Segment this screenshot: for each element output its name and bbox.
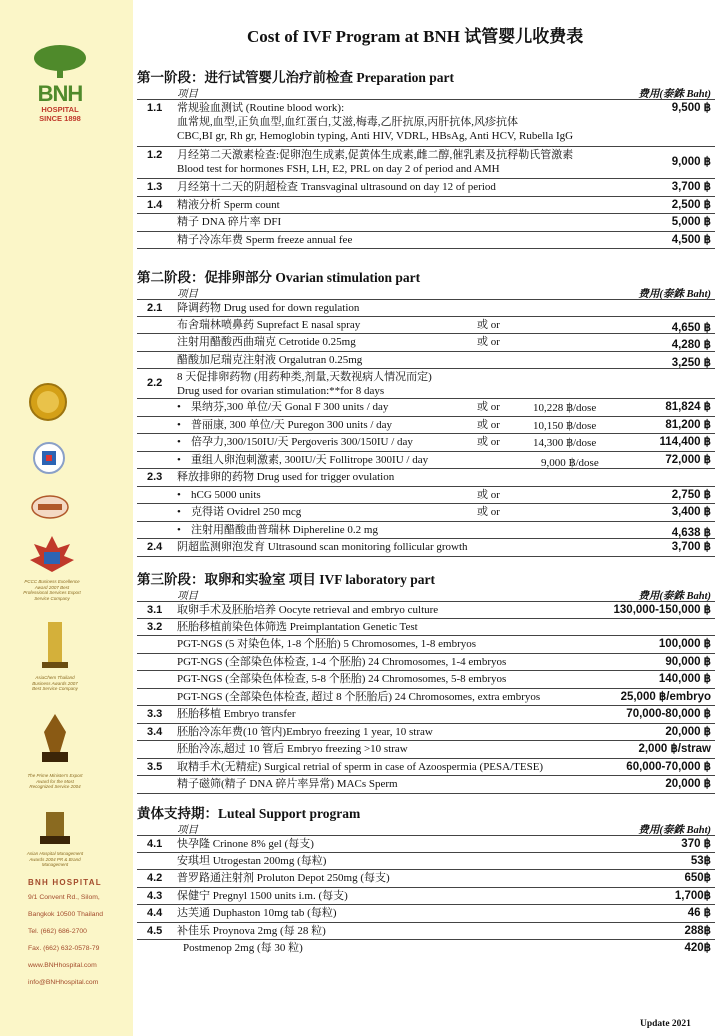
award-asiachem: [30, 620, 80, 702]
row-number: 1.1: [147, 102, 163, 114]
column-item: 项目: [177, 289, 198, 300]
section-ivf-laboratory: [137, 572, 715, 794]
table-row: [137, 601, 715, 619]
table-row: [137, 434, 715, 452]
row-number: 4.3: [147, 889, 163, 902]
row-price: 1,700฿: [674, 889, 711, 902]
trusted-mark-icon: [30, 494, 70, 520]
row-or: 或 or: [477, 436, 500, 448]
contact-block: [28, 877, 128, 994]
column-item: 项目: [177, 591, 198, 602]
row-or: 或 or: [477, 401, 500, 413]
tree-icon: [30, 44, 90, 78]
row-price: 81,200 ฿: [665, 418, 711, 431]
row-description-line: 常规验血测试 (Routine blood work):: [177, 102, 345, 114]
row-number: 3.3: [147, 708, 163, 720]
logo-line1: HOSPITAL: [41, 105, 79, 114]
row-description: 月经第十二天的阴超检查 Transvaginal ultrasound on day 12 of period: [177, 181, 496, 193]
seal-icon: [28, 382, 68, 422]
row-price: 2,750 ฿: [671, 488, 711, 501]
row-dose-price: 10,228 ฿/dose: [533, 402, 597, 414]
row-dose-price: 10,150 ฿/dose: [533, 419, 597, 432]
row-description: 精子 DNA 碎片率 DFI: [177, 216, 282, 228]
table-row: [137, 888, 715, 906]
row-description: 释放排卵的药物 Drug used for trigger ovulation: [177, 471, 395, 483]
table-row: [137, 671, 715, 689]
row-description: PGT-NGS (全部染色体检查, 1-4 个胚胎) 24 Chromosomes, 1-4 embryos: [177, 655, 507, 668]
table-row: [137, 724, 715, 742]
table-row: [137, 179, 715, 197]
table-row: [137, 759, 715, 777]
section-ovarian-stimulation: [137, 270, 715, 557]
row-description: 注射用醋酸曲普瑞林 Diphereline 0.2 mg: [191, 523, 378, 536]
row-description: [177, 148, 573, 176]
certification-icon: [32, 440, 66, 476]
column-header: [137, 286, 715, 299]
row-price: 100,000 ฿: [658, 638, 711, 650]
section-preparation: [137, 70, 715, 249]
table-row: [137, 352, 715, 370]
contact-fax: Fax. (662) 632-0578-79: [28, 945, 100, 952]
row-price: 72,000 ฿: [665, 453, 711, 466]
row-number: 3.4: [147, 725, 163, 738]
row-or: 或 or: [477, 336, 500, 348]
table-row: [137, 776, 715, 794]
contact-email[interactable]: info@BNHhospital.com: [28, 979, 99, 986]
row-description: PGT-NGS (全部染色体检查, 超过 8 个胚胎后) 24 Chromosomes, extra embryos: [177, 690, 541, 703]
bullet-icon: •: [177, 506, 181, 518]
bullet-icon: •: [177, 523, 181, 536]
column-fee: 费用(泰銖 Baht): [638, 89, 711, 100]
row-description: 降调药物 Drug used for down regulation: [177, 302, 360, 314]
table-row: [137, 940, 715, 958]
row-price: 650฿: [684, 872, 711, 884]
row-description: 普罗路通注射剂 Proluton Depot 250mg (每支): [177, 872, 390, 884]
row-price: 4,638 ฿: [671, 526, 711, 539]
row-or: 或 or: [477, 488, 500, 501]
row-description: 醋酸加尼瑞克注射液 Orgalutran 0.25mg: [177, 353, 363, 366]
row-description: 精子磁筛(精子 DNA 碎片率异常) MACs Sperm: [177, 778, 398, 790]
row-price: 4,650 ฿: [671, 321, 711, 334]
row-price: 2,500 ฿: [671, 198, 711, 211]
row-or: 或 or: [477, 506, 500, 518]
row-description: Postmenop 2mg (每 30 粒): [183, 942, 303, 954]
column-header: [137, 588, 715, 601]
row-description: 补佳乐 Proynova 2mg (每 28 粒): [177, 924, 326, 937]
row-price: 130,000-150,000 ฿: [613, 604, 711, 616]
table-row: [137, 923, 715, 941]
row-number: 1.3: [147, 181, 163, 193]
row-description-line: Blood test for hormones FSH, LH, E2, PRL on day 2 of period and AMH: [177, 163, 500, 175]
row-number: 3.1: [147, 604, 163, 616]
row-price: 9,500 ฿: [671, 102, 711, 114]
row-description: 保健宁 Pregnyl 1500 units i.m. (每支): [177, 889, 348, 902]
row-description: 注射用醋酸西曲瑞克 Cetrotide 0.25mg: [177, 336, 356, 348]
table-row: [137, 741, 715, 759]
row-price: 288฿: [684, 924, 711, 937]
award-caption: The Prime Minister's Export Award for the Most Recognized Service 2004: [27, 773, 83, 789]
table-row: [137, 654, 715, 672]
bullet-icon: •: [177, 418, 181, 431]
contact-web[interactable]: www.BNHhospital.com: [28, 962, 97, 969]
table-row: [137, 469, 715, 487]
award-caption: Asian Hospital Management Awards 2004 PR & Brand Management: [26, 851, 84, 867]
row-description: 重组人卵泡刺激素, 300IU/天 Follitrope 300IU / day: [191, 453, 429, 466]
table-row: [137, 197, 715, 215]
row-price: 3,250 ฿: [671, 356, 711, 369]
table-row: [137, 504, 715, 522]
column-fee: 费用(泰銖 Baht): [638, 289, 711, 300]
bullet-icon: •: [177, 488, 181, 501]
row-description: 布舍瑞林喷鼻药 Suprefact E nasal spray: [177, 318, 361, 331]
award-gold-seal: [28, 382, 68, 422]
contact-tel: Tel. (662) 686-2700: [28, 928, 87, 935]
section-luteal-support: [137, 806, 715, 958]
column-item: 项目: [177, 825, 198, 836]
table-row: [137, 835, 715, 853]
row-description: 胚胎移植 Embryo transfer: [177, 708, 296, 720]
table-row: [137, 905, 715, 923]
table-row: [137, 232, 715, 250]
column-header: [137, 822, 715, 835]
column-fee: 费用(泰銖 Baht): [638, 591, 711, 602]
row-number: 4.4: [147, 907, 163, 919]
logo-name: BNH: [37, 81, 83, 106]
table-row: [137, 487, 715, 505]
row-number: 2.4: [147, 541, 163, 553]
row-number: 3.2: [147, 620, 163, 633]
table-row: [137, 399, 715, 417]
table-row: [137, 147, 715, 179]
row-number: 3.5: [147, 760, 163, 773]
table-row: [137, 317, 715, 335]
table-row: [137, 214, 715, 232]
row-number: 1.2: [147, 149, 163, 161]
table-row: [137, 619, 715, 637]
award-certification: [32, 440, 66, 476]
column-fee: 费用(泰銖 Baht): [638, 825, 711, 836]
maple-leaf-icon: [22, 534, 82, 574]
row-price: 25,000 ฿/embryo: [620, 690, 711, 703]
row-description: 普丽康, 300 单位/天 Puregon 300 units / day: [191, 418, 393, 431]
row-or: 或 or: [477, 318, 500, 331]
row-price: 420฿: [684, 942, 711, 954]
row-description: 克得诺 Ovidrel 250 mcg: [191, 506, 302, 518]
row-description: 取精手术(无精症) Surgical retrial of sperm in case of Azoospermia (PESA/TESE): [177, 760, 544, 773]
row-description: PGT-NGS (全部染色体检查, 5-8 个胚胎) 24 Chromosomes, 5-8 embryos: [177, 673, 507, 685]
row-number: 2.1: [147, 302, 163, 314]
row-price: 70,000-80,000 ฿: [626, 708, 711, 720]
table-row: [137, 689, 715, 707]
table-row: [137, 417, 715, 435]
page-title: Cost of IVF Program at BNH 试管婴儿收费表: [247, 27, 584, 46]
trophy-icon: [26, 712, 84, 768]
row-description: 精子冷冻年费 Sperm freeze annual fee: [177, 233, 353, 246]
row-description: 胚胎冷冻年费(10 管内)Embryo freezing 1 year, 10 straw: [177, 725, 433, 738]
row-number: 4.5: [147, 924, 163, 937]
sidebar: [0, 0, 133, 1036]
row-description: [177, 370, 432, 398]
row-description: 取卵手术及胚胎培养 Oocyte retrieval and embryo culture: [177, 604, 439, 616]
row-price: 3,400 ฿: [671, 506, 711, 518]
logo-line2: SINCE 1898: [39, 114, 81, 123]
bullet-icon: •: [177, 401, 181, 413]
row-number: 1.4: [147, 198, 163, 211]
award-prime-minister: [26, 712, 84, 798]
award-pccc: [22, 534, 82, 612]
row-price: 9,000 ฿: [671, 156, 711, 168]
row-description: PGT-NGS (5 对染色体, 1-8 个胚胎) 5 Chromosomes, 1-8 embryos: [177, 638, 477, 650]
contact-address1: 9/1 Convent Rd., Silom,: [28, 894, 100, 901]
section-heading: 第二阶段：促排卵部分 Ovarian stimulation part: [137, 270, 421, 285]
update-label: Update 2021: [640, 1019, 691, 1029]
contact-address2: Bangkok 10500 Thailand: [28, 911, 104, 918]
row-description-line: 8 天促排卵药物 (用药种类,剂量,天数视病人情况而定): [177, 371, 432, 383]
row-description: 胚胎移植前染色体筛选 Preimplantation Genetic Test: [177, 620, 418, 633]
award-caption: PCCC Business Excellence Award 2007 Best Professional Services Export Service Company: [23, 579, 81, 601]
column-item: 项目: [177, 89, 198, 100]
row-description-line: CBC,BI gr, Rh gr, Hemoglobin typing, Anti HIV, VDRL, HBsAg, Anti HCV, Rubella IgG: [177, 130, 574, 142]
table-row: [137, 452, 715, 470]
award-thailand-trusted: [30, 494, 70, 520]
row-number: 2.2: [147, 377, 163, 389]
row-price: 4,500 ฿: [671, 233, 711, 246]
column-header: [137, 86, 715, 99]
row-price: 20,000 ฿: [665, 778, 711, 790]
row-description: [177, 101, 573, 143]
table-row: [137, 539, 715, 557]
table-row: [137, 706, 715, 724]
row-price: 4,280 ฿: [671, 339, 711, 351]
row-price: 2,000 ฿/straw: [638, 743, 711, 755]
row-description: 倍孕力,300/150IU/天 Pergoveris 300/150IU / day: [191, 436, 413, 448]
contact-title: BNH HOSPITAL: [28, 878, 102, 887]
table-row: [137, 99, 715, 147]
row-price: 90,000 ฿: [665, 655, 711, 668]
row-description: 阴超监测卵泡发育 Ultrasound scan monitoring follicular growth: [177, 541, 468, 553]
row-price: 3,700 ฿: [671, 541, 711, 553]
row-description: 快孕隆 Crinone 8% gel (每支): [177, 838, 314, 850]
row-description: 胚胎冷冻,超过 10 管后 Embryo freezing >10 straw: [177, 743, 408, 755]
row-price: 140,000 ฿: [658, 673, 711, 685]
table-row: [137, 853, 715, 871]
row-description: 达芙通 Duphaston 10mg tab (每粒): [177, 907, 337, 919]
bnh-logo: [30, 44, 90, 123]
row-price: 46 ฿: [687, 907, 711, 919]
row-dose-price: 14,300 ฿/dose: [533, 437, 597, 449]
row-price: 81,824 ฿: [665, 401, 711, 413]
trophy-icon: [26, 810, 84, 846]
row-or: 或 or: [477, 418, 500, 431]
table-row: [137, 369, 715, 399]
row-description: hCG 5000 units: [191, 488, 261, 501]
row-price: 114,400 ฿: [659, 436, 711, 448]
row-price: 60,000-70,000 ฿: [626, 760, 711, 773]
row-description: 安琪坦 Utrogestan 200mg (每粒): [177, 854, 327, 867]
table-row: [137, 334, 715, 352]
row-description-line: Drug used for ovarian stimulation:**for 8 days: [177, 385, 385, 397]
award-asian-hospital: [26, 810, 84, 870]
section-heading: 黄体支持期：Luteal Support program: [137, 806, 361, 821]
section-heading: 第一阶段：进行试管婴儿治疗前检查 Preparation part: [137, 70, 454, 85]
table-row: [137, 870, 715, 888]
row-price: 20,000 ฿: [665, 725, 711, 738]
table-row: [137, 522, 715, 540]
section-heading: 第三阶段：取卵和实验室 项目 IVF laboratory part: [137, 572, 435, 587]
row-description-line: 血常规,血型,正负血型,血红蛋白,艾滋,梅毒,乙肝抗原,丙肝抗体,风疹抗体: [177, 116, 518, 128]
row-number: 2.3: [147, 471, 163, 483]
trophy-icon: [30, 620, 80, 670]
row-price: 5,000 ฿: [671, 216, 711, 228]
award-caption: AsiaChem Thailand Business Awards 2007 Best Service Company: [32, 675, 78, 691]
row-number: 4.1: [147, 838, 163, 850]
row-number: 4.2: [147, 872, 163, 884]
bullet-icon: •: [177, 436, 181, 448]
row-price: 370 ฿: [681, 838, 711, 850]
bullet-icon: •: [177, 453, 181, 466]
row-description: 精液分析 Sperm count: [177, 198, 280, 211]
row-description: 果纳芬,300 单位/天 Gonal F 300 units / day: [191, 401, 389, 413]
row-dose-price: 9,000 ฿/dose: [541, 456, 599, 469]
table-row: [137, 299, 715, 317]
row-description-line: 月经第二天激素检查:促卵泡生成素,促黄体生成素,雌二醇,催乳素及抗稃勒氏管激素: [177, 149, 574, 161]
row-price: 53฿: [690, 854, 711, 867]
row-price: 3,700 ฿: [671, 181, 711, 193]
table-row: [137, 636, 715, 654]
